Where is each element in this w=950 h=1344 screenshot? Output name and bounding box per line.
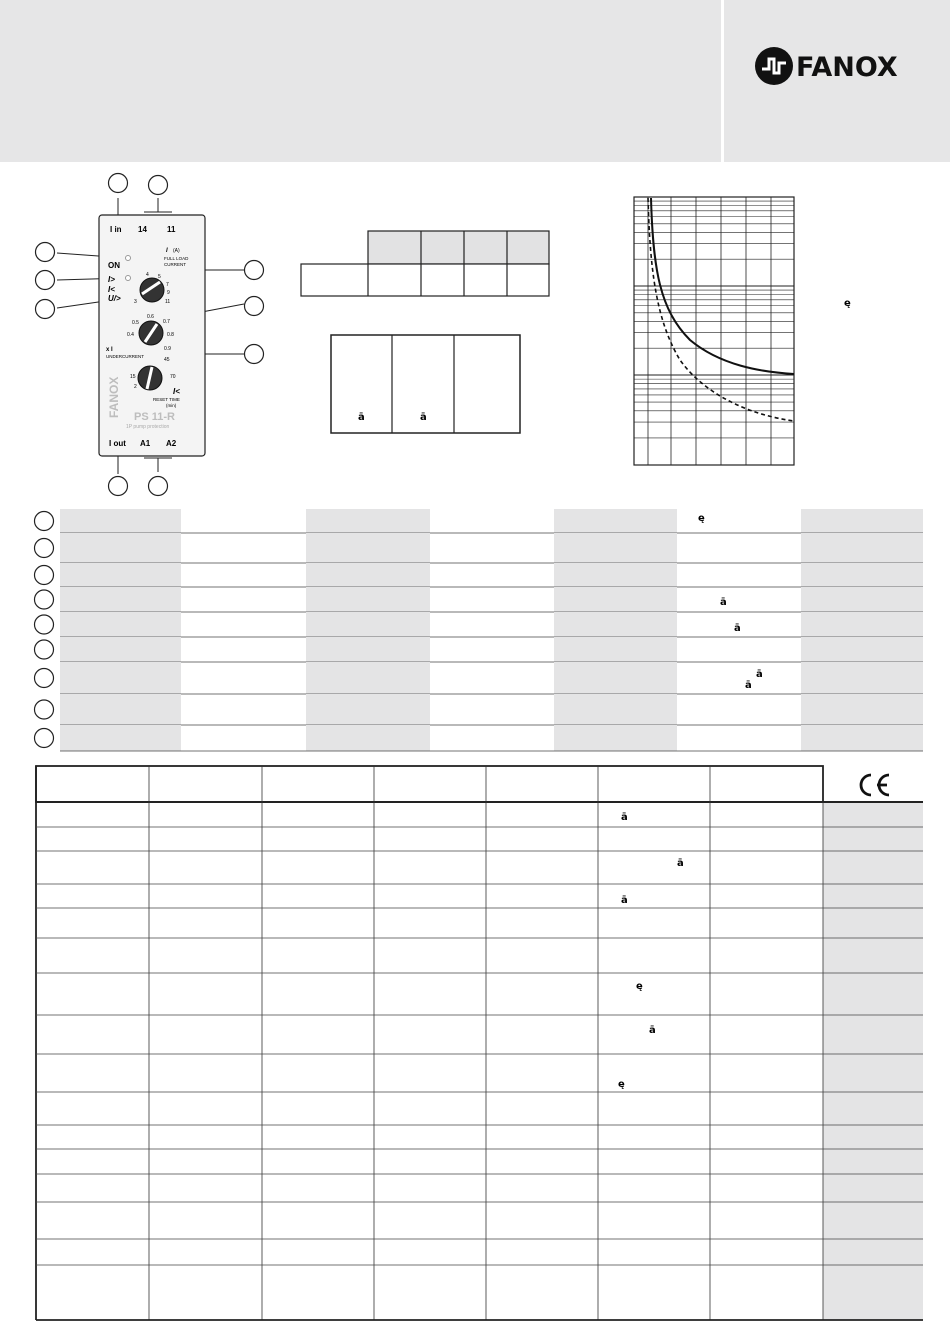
device-illustration [30,170,280,500]
dial1-tick: 11 [165,299,171,305]
characteristics-glyphs [30,507,930,753]
callout-circle [109,174,128,193]
row-glyph: ā [734,623,741,634]
led-fault-icon [126,276,131,281]
terminal-iout: I out [109,439,126,448]
dial1-tick: 4 [146,272,149,278]
callout-circle [149,477,168,496]
dial2-tick: 0.6 [147,314,154,320]
terminal-a1: A1 [140,439,151,448]
dial2-tick: 0.4 [127,332,134,338]
dial3-caption2: (min) [166,403,177,408]
terminal-14: 14 [138,225,147,234]
row-glyph: ā [756,669,763,680]
dial2-tick: 0.8 [167,332,174,338]
dial1-caption2: CURRENT [164,262,186,267]
callout-circle [109,477,128,496]
selection-table [300,230,552,298]
callout-circle [245,345,264,364]
callout-circle [245,297,264,316]
header-divider [721,0,724,162]
cell-glyph: ā [621,895,628,906]
indicator-undercurrent: I< [108,285,115,294]
callout-circle [36,300,55,319]
table-glyph: ā [358,412,365,423]
logo-wordmark: FANOX [796,52,898,83]
dial3-caption1: RESET TIME [153,397,180,402]
callout-circle [245,261,264,280]
full-load-current-dial [140,278,164,302]
dial3-label: I< [173,387,180,396]
indicator-voltage: U/> [108,294,121,303]
cell-glyph: ę [636,981,643,992]
dial3-tick: 2 [134,384,137,390]
terminal-11: 11 [167,225,176,234]
cell-glyph: ā [621,812,628,823]
fanox-logo-icon [755,47,793,85]
indicator-on: ON [108,261,120,270]
dial3-tick: 15 [130,374,136,380]
dial2-caption: UNDERCURRENT [106,354,144,359]
indicator-overcurrent: I> [108,275,115,284]
device-model: PS 11-R [134,411,175,423]
cell-glyph: ā [677,858,684,869]
callout-circle [149,176,168,195]
row-glyph: ā [745,680,752,691]
callout-circle [36,271,55,290]
dial2-label: x I [106,347,113,353]
dial1-tick: 3 [134,299,137,305]
terminal-iin: I in [110,225,122,234]
device-subtitle: 1P pump protection [126,424,170,430]
dial2-tick: 0.5 [132,320,139,326]
dial1-caption1: FULL LOAD [164,256,189,261]
row-glyph: ā [720,597,727,608]
dial1-tick: 9 [167,290,170,296]
trip-curve-chart [620,190,870,470]
device-brand-vertical: FANOX [107,376,121,418]
chart-glyph: ę [844,298,851,309]
dial1-tick: 7 [166,282,169,288]
cell-glyph: ę [618,1079,625,1090]
callout-circle [36,243,55,262]
technical-data-glyphs [35,765,925,1321]
row-glyph: ę [698,513,705,524]
dial3-tick: 70 [170,374,176,380]
dial2-tick: 0.9 [164,346,171,352]
dial1-unit: (A) [173,248,180,254]
dial2-tick: 0.7 [163,319,170,325]
table-glyph: ā [420,412,427,423]
led-on-icon [126,256,131,261]
dial1-tick: 5 [158,274,161,280]
terminal-a2: A2 [166,439,177,448]
dial1-label: I [166,248,168,254]
cell-glyph: ā [649,1025,656,1036]
dial3-tick: 45 [164,357,170,363]
options-table [330,334,522,436]
fanox-logo [752,44,922,88]
